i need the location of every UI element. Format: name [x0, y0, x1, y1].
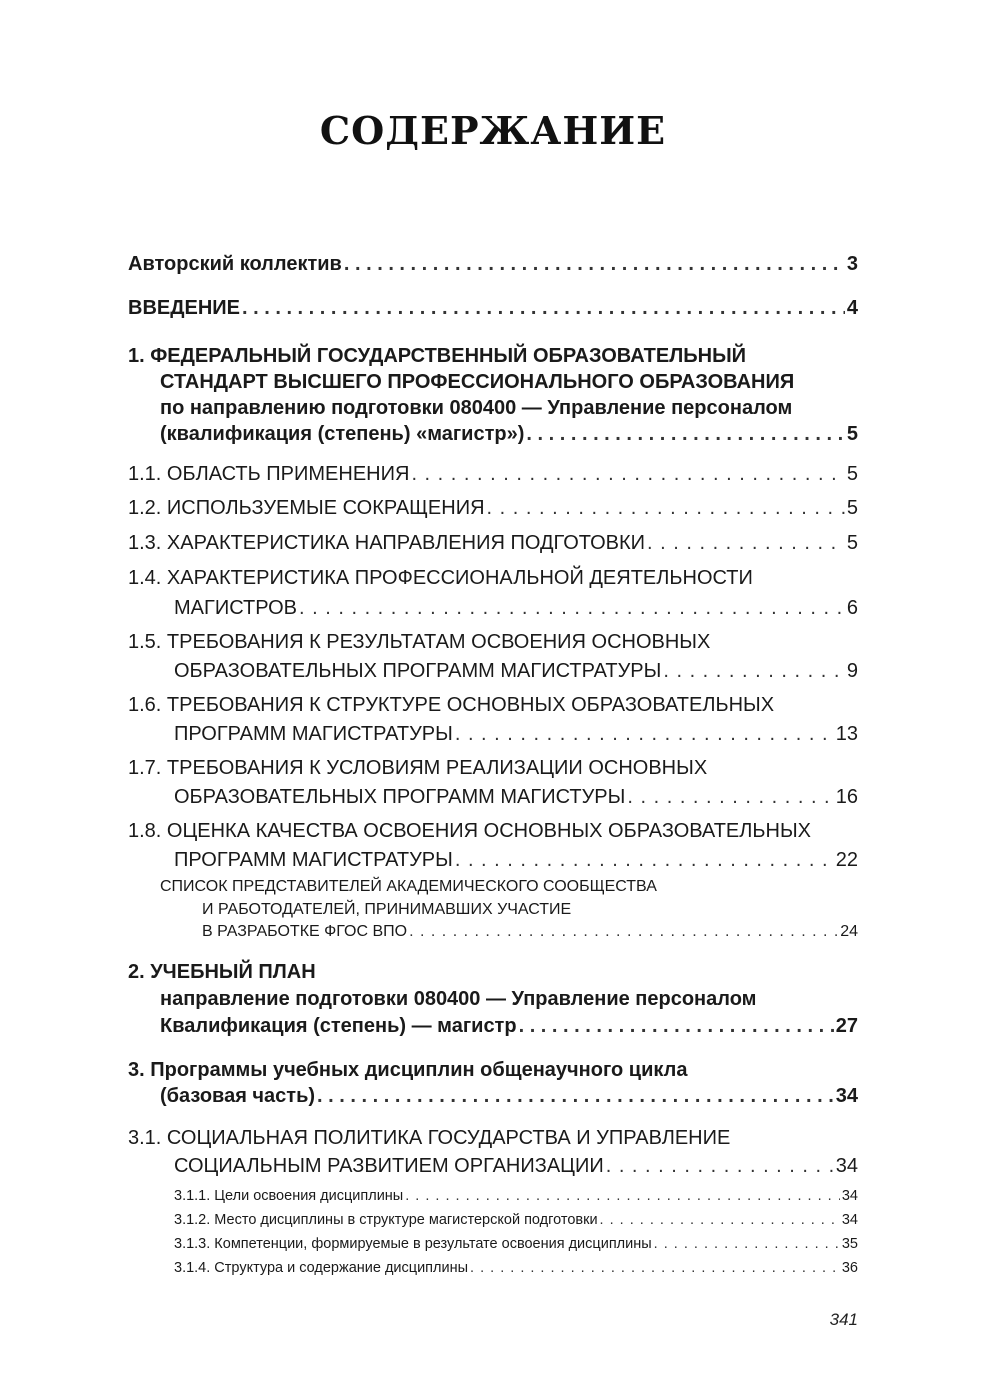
toc-section-2-line3[interactable]	[160, 1008, 858, 1038]
toc-entry-text: ПРОГРАММ МАГИСТРАТУРЫ	[174, 849, 453, 871]
toc-entry-reps-line3[interactable]	[202, 911, 858, 941]
toc-entry-text: СТАНДАРТ ВЫСШЕГО ПРОФЕССИОНАЛЬНОГО ОБРАЗОВАНИЯ	[160, 371, 795, 393]
dot-leader	[627, 786, 833, 809]
page-title: СОДЕРЖАНИЕ	[319, 108, 667, 153]
toc-entry-1-7-line1[interactable]	[128, 750, 858, 780]
toc-entry-text: 3. Программы учебных дисциплин общенаучного цикла	[128, 1059, 688, 1081]
toc-entry-text: 1.2. ИСПОЛЬЗУЕМЫЕ СОКРАЩЕНИЯ	[128, 497, 485, 519]
toc-entry-1-6-line1[interactable]	[128, 687, 858, 717]
toc-entry-text: СОЦИАЛЬНЫМ РАЗВИТИЕМ ОРГАНИЗАЦИИ	[174, 1155, 604, 1177]
toc-entry-text: МАГИСТРОВ	[174, 597, 297, 619]
toc-page-number: 34	[841, 1212, 858, 1228]
toc-entry-text: ПРОГРАММ МАГИСТРАТУРЫ	[174, 723, 453, 745]
dot-leader	[647, 532, 845, 555]
toc-entry-1-3[interactable]	[128, 525, 858, 555]
toc-entry-text: 1.7. ТРЕБОВАНИЯ К УСЛОВИЯМ РЕАЛИЗАЦИИ ОСНОВНЫХ	[128, 757, 708, 779]
dot-leader	[487, 497, 845, 520]
toc-entry-text: 3.1.4. Структура и содержание дисциплины	[174, 1260, 469, 1276]
toc-page-number: 5	[846, 532, 858, 554]
toc-entry-text: 3.1. СОЦИАЛЬНАЯ ПОЛИТИКА ГОСУДАРСТВА И УПРАВЛЕНИЕ	[128, 1127, 731, 1149]
toc-entry-text: 3.1.2. Место дисциплины в структуре магистерской подготовки	[174, 1212, 598, 1228]
toc-entry-1-1[interactable]	[128, 456, 858, 486]
toc-entry-3-1-line1[interactable]	[128, 1120, 858, 1150]
toc-page-number: 3	[846, 253, 858, 275]
toc-page-number: 34	[835, 1085, 858, 1107]
toc-page-number: 24	[840, 923, 858, 940]
toc-entry-1-2[interactable]	[128, 490, 858, 520]
toc-entry-1-6-line2[interactable]	[174, 716, 858, 746]
dot-leader	[299, 597, 845, 620]
toc-page-number: 5	[846, 423, 858, 445]
toc-entry-text: 3.1.3. Компетенции, формируемые в результате освоения дисциплины	[174, 1236, 652, 1252]
toc-entry-text: СПИСОК ПРЕДСТАВИТЕЛЕЙ АКАДЕМИЧЕСКОГО СООБЩЕСТВА	[160, 878, 657, 895]
dot-leader	[455, 723, 834, 746]
toc-page-number: 27	[835, 1015, 858, 1037]
toc-page-number: 34	[841, 1188, 858, 1204]
dot-leader	[526, 423, 844, 446]
toc-entry-text: 1.3. ХАРАКТЕРИСТИКА НАПРАВЛЕНИЯ ПОДГОТОВКИ	[128, 532, 645, 554]
toc-page-number: 4	[846, 297, 858, 319]
toc-entry-text: ОБРАЗОВАТЕЛЬНЫХ ПРОГРАММ МАГИСТРАТУРЫ	[174, 660, 662, 682]
toc-entry-text: 1. ФЕДЕРАЛЬНЫЙ ГОСУДАРСТВЕННЫЙ ОБРАЗОВАТЕЛЬНЫЙ	[128, 345, 747, 367]
toc-entry-text: 1.1. ОБЛАСТЬ ПРИМЕНЕНИЯ	[128, 463, 410, 485]
toc-section-2-line1[interactable]	[128, 954, 858, 984]
toc-page-number: 16	[835, 786, 858, 808]
dot-leader	[317, 1085, 834, 1108]
toc-entry-1-5-line2[interactable]	[174, 653, 858, 683]
toc-page-number: 9	[846, 660, 858, 682]
toc-entry-text: ВВЕДЕНИЕ	[128, 297, 240, 319]
toc-entry-1-8-line1[interactable]	[128, 813, 858, 843]
toc-entry-text: (базовая часть)	[160, 1085, 316, 1107]
toc-entry-text: 1.4. ХАРАКТЕРИСТИКА ПРОФЕССИОНАЛЬНОЙ ДЕЯТЕЛЬНОСТИ	[128, 567, 753, 589]
toc-page-number: 13	[835, 723, 858, 745]
dot-leader	[344, 253, 845, 276]
toc-entry-text: направление подготовки 080400 — Управление персоналом	[160, 988, 757, 1010]
toc-entry-1-5-line1[interactable]	[128, 624, 858, 654]
toc-section-2-line2[interactable]	[160, 981, 858, 1011]
toc-entry-text: И РАБОТОДАТЕЛЕЙ, ПРИНИМАВШИХ УЧАСТИЕ	[202, 901, 572, 918]
dot-leader	[242, 297, 845, 320]
toc-entry-authors[interactable]	[128, 246, 858, 276]
toc-page-number: 5	[846, 497, 858, 519]
toc-entry-1-4-line2[interactable]	[174, 590, 858, 620]
toc-page-number: 36	[841, 1260, 858, 1276]
toc-entry-text: ОБРАЗОВАТЕЛЬНЫХ ПРОГРАММ МАГИСТУРЫ	[174, 786, 626, 808]
toc-entry-3-1-4[interactable]	[174, 1246, 858, 1276]
toc-entry-text: по направлению подготовки 080400 — Управление персоналом	[160, 397, 793, 419]
toc-section-1-line4[interactable]	[160, 416, 858, 446]
toc-page-number: 35	[841, 1236, 858, 1252]
toc-entry-text: 1.6. ТРЕБОВАНИЯ К СТРУКТУРЕ ОСНОВНЫХ ОБРАЗОВАТЕЛЬНЫХ	[128, 694, 775, 716]
toc-entry-text: 1.8. ОЦЕНКА КАЧЕСТВА ОСВОЕНИЯ ОСНОВНЫХ ОБРАЗОВАТЕЛЬНЫХ	[128, 820, 811, 842]
page-number: 341	[829, 1310, 858, 1329]
toc-entry-text: Авторский коллектив	[128, 253, 342, 275]
toc-entry-text: 3.1.1. Цели освоения дисциплины	[174, 1188, 404, 1204]
toc-entry-intro[interactable]	[128, 290, 858, 320]
toc-page-number: 22	[835, 849, 858, 871]
toc-entry-text: В РАЗРАБОТКЕ ФГОС ВПО	[202, 923, 408, 940]
toc-entry-text: 1.5. ТРЕБОВАНИЯ К РЕЗУЛЬТАТАМ ОСВОЕНИЯ ОСНОВНЫХ	[128, 631, 711, 653]
dot-leader	[409, 923, 838, 941]
dot-leader	[663, 660, 845, 683]
toc-page-number: 34	[835, 1155, 858, 1177]
toc-page-number: 5	[846, 463, 858, 485]
dot-leader	[470, 1260, 840, 1276]
toc-section-3-line2[interactable]	[160, 1078, 858, 1108]
dot-leader	[519, 1015, 834, 1038]
toc-entry-text: (квалификация (степень) «магистр»)	[160, 423, 525, 445]
toc-entry-text: 2. УЧЕБНЫЙ ПЛАН	[128, 961, 316, 983]
toc-page-number: 6	[846, 597, 858, 619]
toc-entry-1-4-line1[interactable]	[128, 560, 858, 590]
toc-entry-text: Квалификация (степень) — магистр	[160, 1015, 517, 1037]
toc-entry-1-7-line2[interactable]	[174, 779, 858, 809]
dot-leader	[411, 463, 844, 486]
